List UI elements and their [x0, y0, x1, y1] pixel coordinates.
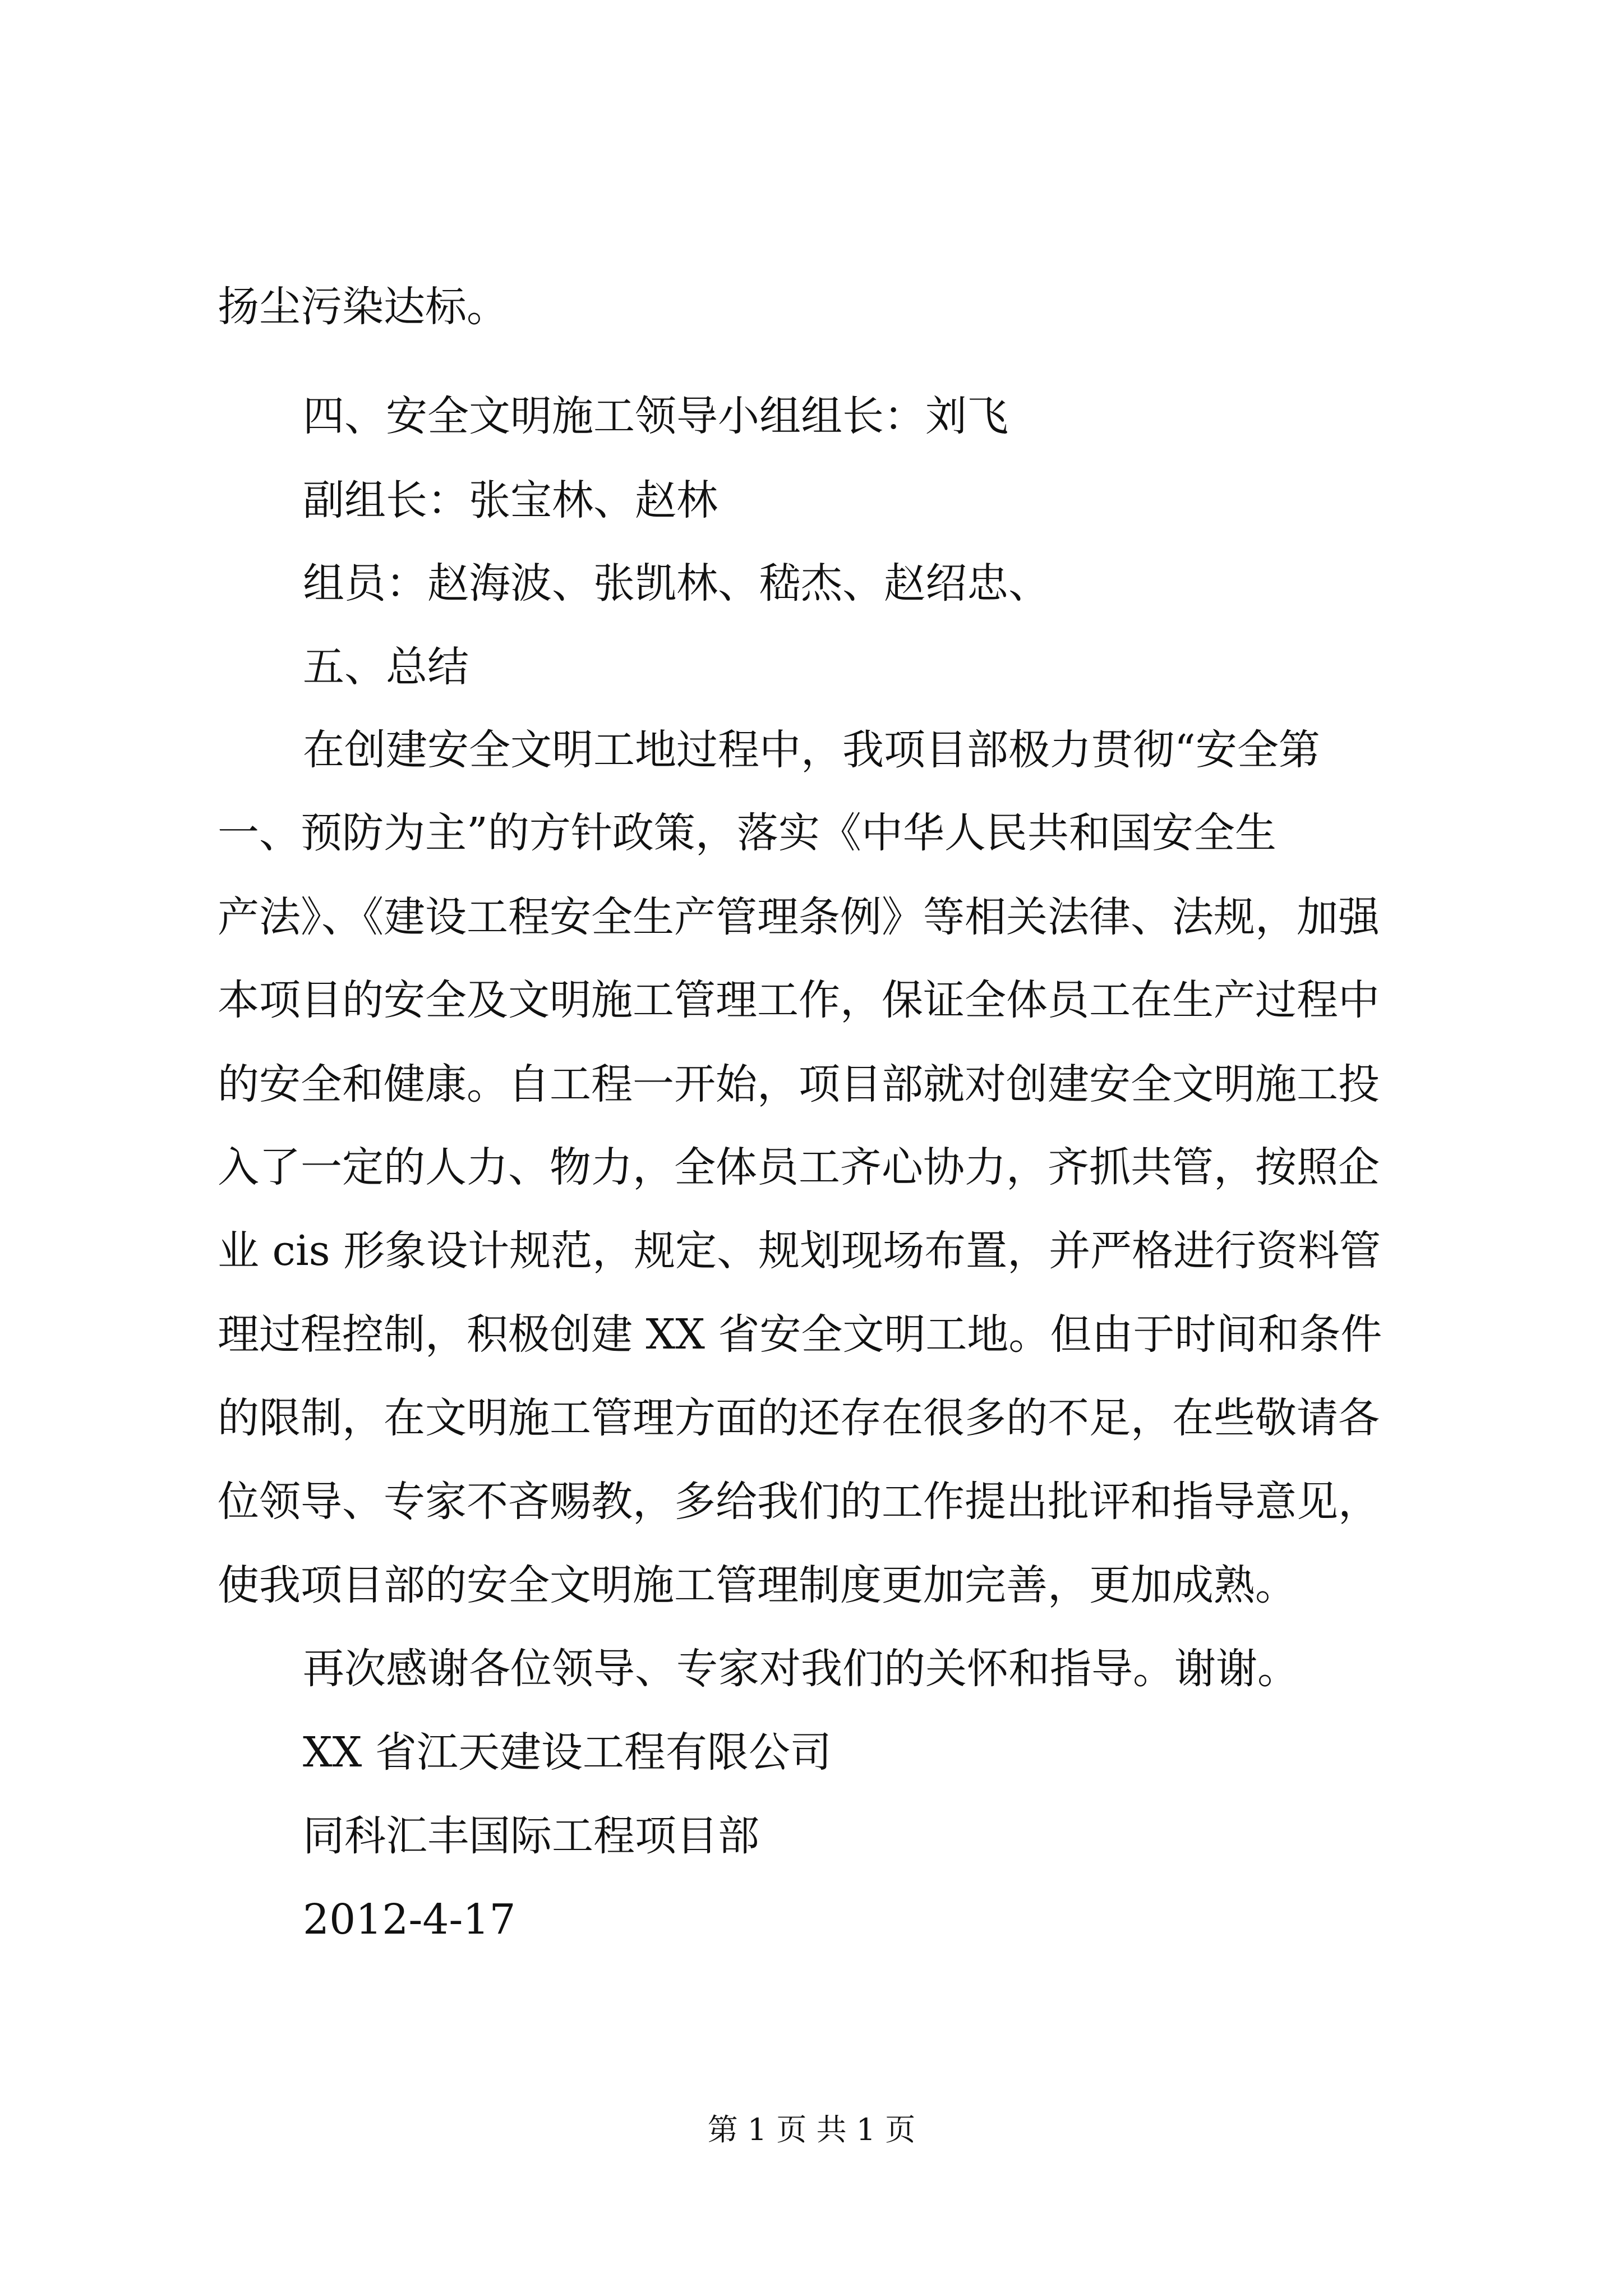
paragraph-line: 在创建安全文明工地过程中，我项目部极力贯彻“安全第 [303, 726, 1320, 774]
paragraph-line: 再次感谢各位领导、专家对我们的关怀和指导。谢谢。 [303, 1645, 1299, 1693]
signature-company: XX 省江天建设工程有限公司 [303, 1728, 832, 1777]
paragraph-line: 理过程控制，积极创建 XX 省安全文明工地。但由于时间和条件 [218, 1310, 1382, 1359]
paragraph-line: 的限制，在文明施工管理方面的还存在很多的不足，在些敬请各 [218, 1394, 1380, 1442]
paragraph-line: 一、预防为主”的方针政策，落实《中华人民共和国安全生 [218, 809, 1276, 857]
text-line: 组员：赵海波、张凯林、嵇杰、赵绍忠、 [303, 559, 1050, 608]
signature-department: 同科汇丰国际工程项目部 [303, 1812, 759, 1860]
text-line: 副组长：张宝林、赵林 [303, 476, 718, 524]
paragraph-line: 本项目的安全及文明施工管理工作，保证全体员工在生产过程中 [218, 976, 1380, 1024]
paragraph-line: 位领导、专家不吝赐教，多给我们的工作提出批评和指导意见， [218, 1478, 1380, 1526]
section-heading: 五、总结 [303, 643, 469, 691]
signature-date: 2012-4-17 [303, 1895, 516, 1944]
paragraph-line: 的安全和健康。自工程一开始，项目部就对创建安全文明施工投 [218, 1060, 1380, 1108]
page-footer: 第 1 页 共 1 页 [707, 2112, 916, 2147]
paragraph-line: 业 cis 形象设计规范，规定、规划现场布置，并严格进行资料管 [218, 1227, 1381, 1275]
text-line: 扬尘污染达标。 [218, 283, 508, 331]
section-heading: 四、安全文明施工领导小组组长：刘飞 [303, 392, 1008, 440]
paragraph-line: 产法》、《建设工程安全生产管理条例》等相关法律、法规，加强 [218, 893, 1380, 941]
paragraph-line: 入了一定的人力、物力，全体员工齐心协力，齐抓共管，按照企 [218, 1143, 1380, 1191]
paragraph-line: 使我项目部的安全文明施工管理制度更加完善，更加成熟。 [218, 1561, 1297, 1609]
